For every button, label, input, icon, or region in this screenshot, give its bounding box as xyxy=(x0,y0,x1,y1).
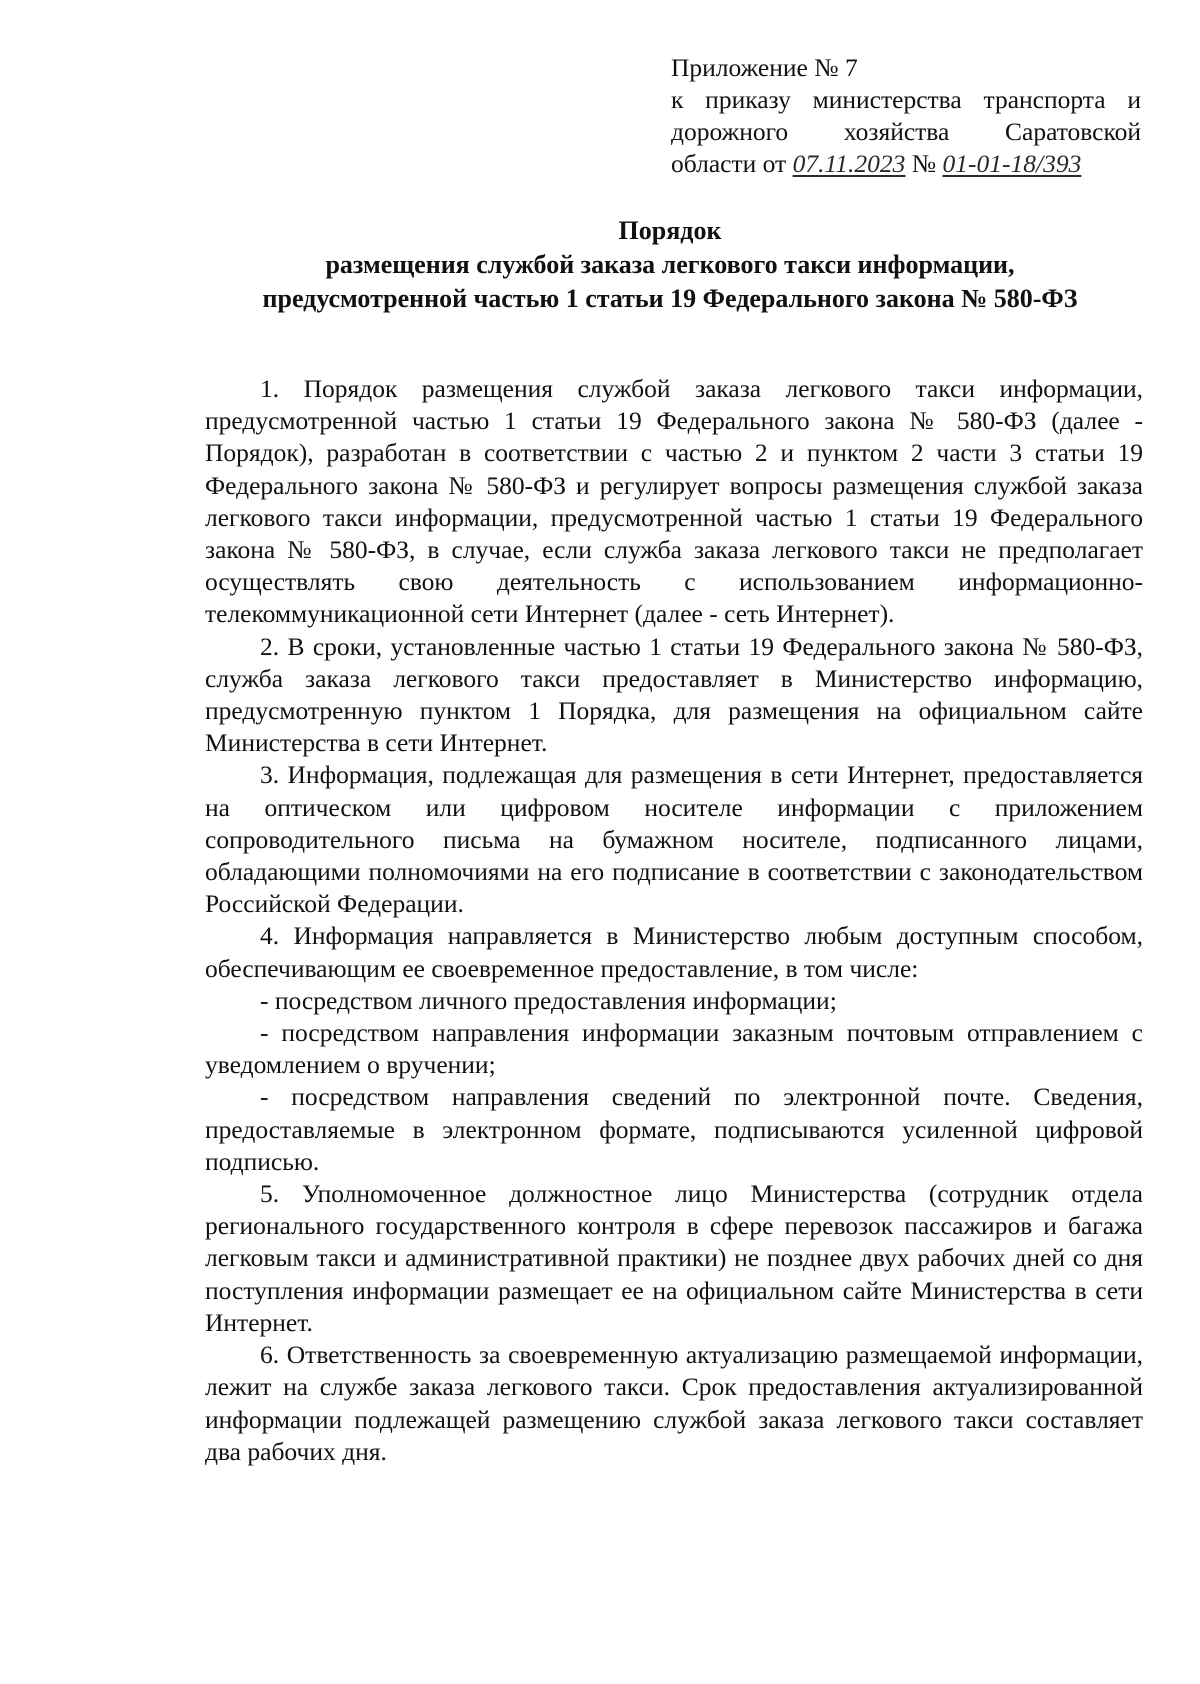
appendix-date-line xyxy=(671,148,1141,180)
title-line-3: предусмотренной частью 1 статьи 19 Федерального закона № 580-ФЗ xyxy=(262,284,1078,313)
paragraph-4: 4. Информация направляется в Министерство любым доступным способом, обеспечивающим ее своевременное предоставление, в том числе: xyxy=(205,921,1143,983)
appendix-header xyxy=(671,52,1141,180)
paragraph-5: 5. Уполномоченное должностное лицо Министерства (сотрудник отдела регионального государственного контроля в сфере перевозок пассажиров и багажа легковым такси и административной практики) не позднее двух рабочих дней со дня поступления информации размещает ее на официальном сайте Министерства в сети Интернет. xyxy=(205,1179,1143,1337)
appendix-order-ref: к приказу министерства транспорта и xyxy=(671,85,1141,114)
paragraph-6: 6. Ответственность за своевременную актуализацию размещаемой информации, лежит на службе заказа легкового такси. Срок предоставления актуализированной информации подлежащей размещению службой заказа легкового такси составляет два рабочих дня. xyxy=(205,1340,1143,1466)
paragraph-3: 3. Информация, подлежащая для размещения в сети Интернет, предоставляется на оптическом или цифровом носителе информации с приложением сопроводительного письма на бумажном носителе, подписанного лицами, обладающими полномочиями на его подписание в соответствии с законодательством Российской Федерации. xyxy=(205,760,1143,919)
paragraph-2: 2. В сроки, установленные частью 1 статьи 19 Федерального закона № 580-ФЗ, служба заказа легкового такси предоставляет в Министерство информацию, предусмотренную пунктом 1 Порядка, для размещения на официальном сайте Министерства в сети Интернет. xyxy=(205,631,1143,758)
list-item-email: - посредством направления сведений по электронной почте. Сведения, предоставляемые в электронном формате, подписываются усиленной цифровой подписью. xyxy=(205,1082,1143,1176)
document-title xyxy=(170,214,1170,316)
appendix-ministry: дорожного хозяйства Саратовской xyxy=(671,117,1141,146)
paragraph-1: 1. Порядок размещения службой заказа легкового такси информации, предусмотренной частью 1 статьи 19 Федерального закона № 580-ФЗ (далее - Порядок), разработан в соответствии с частью 2 и пунктом 2 части 3 статьи 19 Федерального закона № 580-ФЗ и регулирует вопросы размещения службой заказа легкового такси информации, предусмотренной частью 1 статьи 19 Федерального закона № 580-ФЗ, в случае, если служба заказа легкового такси не предполагает осуществлять свою деятельность с использованием информационно-телекоммуникационной сети Интернет (далее - сеть Интернет). xyxy=(205,374,1143,629)
appendix-date-prefix: области от xyxy=(671,149,787,178)
number-sign: № xyxy=(911,149,937,178)
title-line-2: размещения службой заказа легкового такси информации, xyxy=(325,250,1015,279)
list-item-mail: - посредством направления информации заказным почтовым отправлением с уведомлением о вручении; xyxy=(205,1018,1143,1080)
handwritten-date: 07.11.2023 xyxy=(792,149,906,178)
list-item-personal: - посредством личного предоставления информации; xyxy=(260,985,837,1015)
appendix-number: Приложение № 7 xyxy=(671,53,858,82)
document-body xyxy=(205,373,1143,1468)
title-line-1: Порядок xyxy=(618,216,722,245)
handwritten-number: 01-01-18/393 xyxy=(942,149,1082,178)
